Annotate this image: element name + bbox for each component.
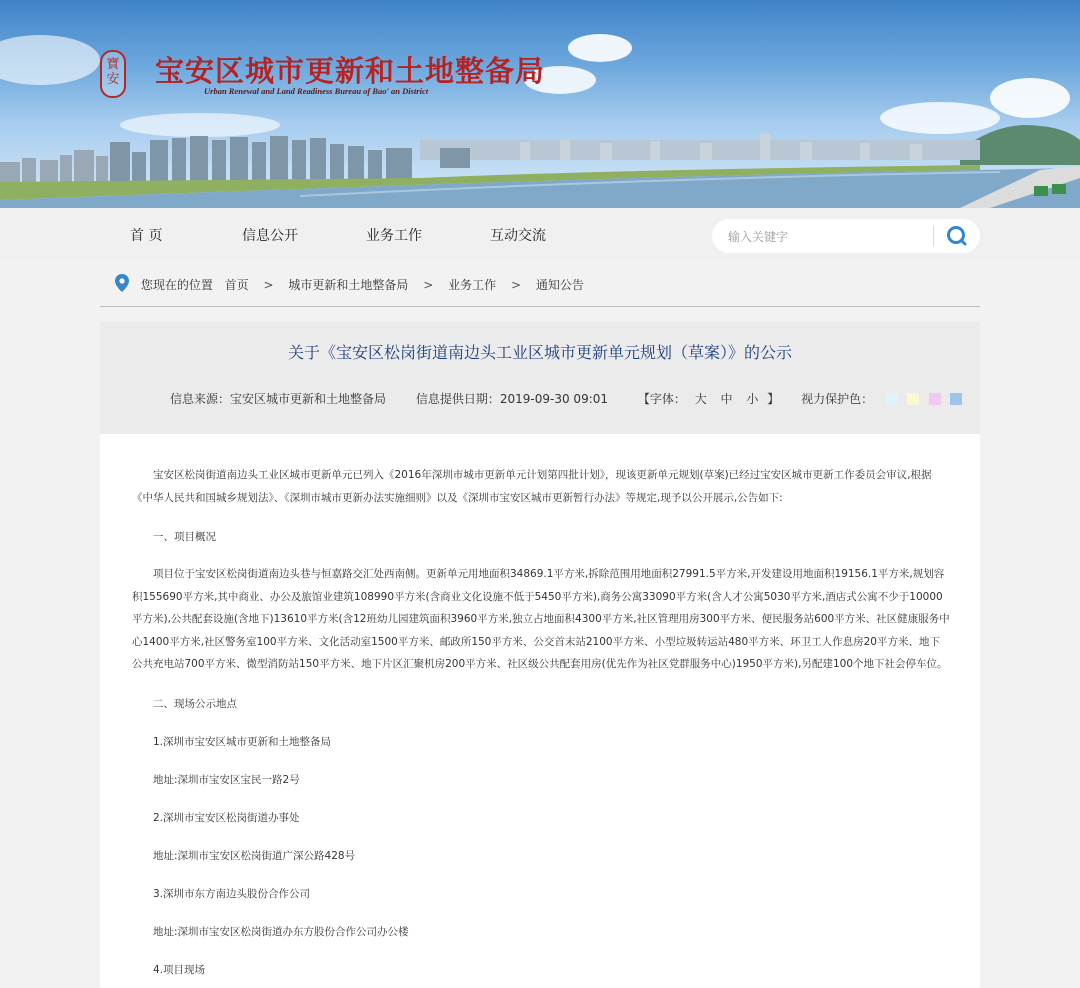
location-pin-icon [115,274,137,295]
location-3: 3.深圳市东方南边头股份合作公司 [153,888,311,900]
location-2: 2.深圳市宝安区松岗街道办事处 [153,812,300,824]
article-title: 关于《宝安区松岗街道南边头工业区城市更新单元规划（草案）》的公示 [287,343,792,362]
font-size-large[interactable]: 大 [694,392,707,406]
nav-item-interaction[interactable]: 互动交流 [490,228,546,244]
source-label: 信息来源： [170,392,231,406]
eye-color-yellow[interactable] [907,393,919,405]
header-banner [0,0,1080,208]
breadcrumb-separator: > [263,277,274,292]
nav-item-home[interactable]: 首 页 [130,228,163,244]
source-value: 宝安区城市更新和土地整备局 [230,392,387,406]
eye-color-blue[interactable] [950,393,962,405]
city-skyline-image [0,0,1080,208]
breadcrumb-divider [100,306,980,307]
article-header [100,322,980,434]
nav-item-info-disclosure[interactable]: 信息公开 [242,228,298,244]
search-icon[interactable] [946,225,968,247]
search-box [712,219,980,253]
font-size-close: 】 [767,392,780,406]
breadcrumb-separator: > [510,277,522,292]
location-1: 1.深圳市宝安区城市更新和土地整备局 [153,736,332,748]
eye-protection-label: 视力保护色： [801,392,874,406]
article-meta [170,390,968,407]
breadcrumb-prefix: 您现在的位置 [140,278,213,292]
address-3: 地址:深圳市宝安区松岗街道办东方股份合作公司办公楼 [153,926,409,938]
font-size-small[interactable]: 小 [746,392,759,406]
location-4: 4.项目现场 [153,964,206,976]
breadcrumb-bureau[interactable]: 城市更新和土地整备局 [288,278,409,292]
nav-item-business[interactable]: 业务工作 [366,228,422,244]
intro-paragraph: 宝安区松岗街道南边头工业区城市更新单元已列入《2016年深圳市城市更新单元计划第四批计划》，现该更新单元规划(草案)已经过宝安区城市更新工作委员会审议,根据《中华人民共和国城乡规划法》、《深圳市城市更新办法实施细则》以及《深圳市宝安区城市更新暂行办法》等规定,现予以公开展示,公告如下: [132,469,932,504]
date-value: 2019-09-30 09:01 [499,391,609,406]
breadcrumb-home[interactable]: 首页 [224,278,249,292]
site-title: 宝安区城市更新和土地整备局 [155,54,546,88]
section-heading-locations: 二、现场公示地点 [153,698,237,710]
section-heading-overview: 一、项目概况 [153,531,216,543]
address-1: 地址:深圳市宝安区宝民一路2号 [153,774,300,786]
breadcrumb-separator: > [423,277,434,292]
search-input[interactable] [726,227,930,247]
site-subtitle: Urban Renewal and Land Readiness Bureau of Bao' an District [204,86,429,96]
font-size-medium[interactable]: 中 [720,392,733,406]
breadcrumb-notices[interactable]: 通知公告 [535,278,584,292]
address-2: 地址:深圳市宝安区松岗街道广深公路428号 [153,850,356,862]
eye-color-cyan[interactable] [885,393,897,405]
breadcrumb [115,274,584,296]
date-label: 信息提供日期： [415,392,500,406]
eye-color-pink[interactable] [929,393,941,405]
bureau-logo-seal: 寶安 [100,50,126,98]
article-body [100,434,980,988]
overview-paragraph: 项目位于宝安区松岗街道南边头巷与恒嘉路交汇处西南侧。更新单元用地面积34869.1平方米,拆除范围用地面积27991.5平方米,开发建设用地面积19156.1平方米,规划容积155690平方米,其中商业、办公及旅馆业建筑108990平方米(含商业文化设施不低于5450平方米),商务公寓33090平方米(含人才公寓5030平方米,酒店式公寓不少于10000平方米),公共配套设施(含地下)13610平方米(含12班幼儿园建筑面积3960平方米,独立占地面积4300平方米,社区管理用房300平方米、便民服务站600平方米、社区健康服务中心1400平方米,社区警务室100平方米、文化活动室1500平方米、邮政所150平方米、公交首末站2100平方米、小型垃圾转运站480平方米、环卫工人作息房20平方米、地下公共充电站700平方米、微型消防站150平方米、地下片区汇聚机房200平方米、社区级公共配套用房(优先作为社区党群服务中心)1950平方米),另配建100个地下社会停车位。 [132,568,950,670]
search-divider [933,226,934,246]
breadcrumb-business[interactable]: 业务工作 [448,278,497,292]
font-size-label: 【字体： [637,392,686,406]
